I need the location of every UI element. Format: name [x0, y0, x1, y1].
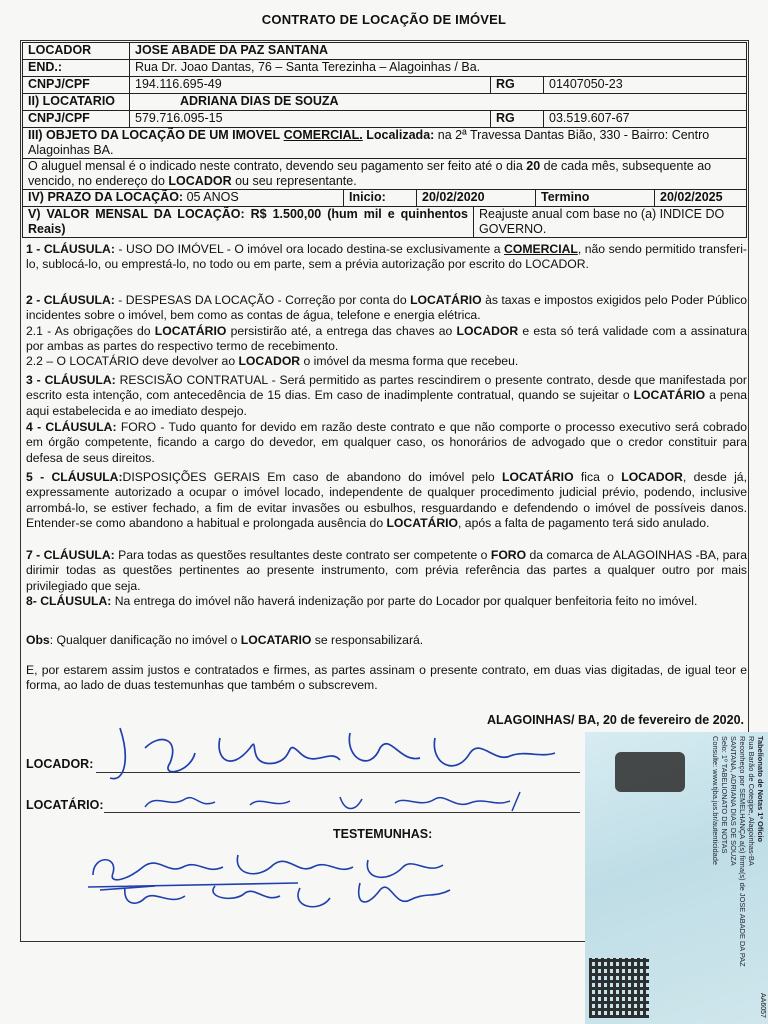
stamp-id: AA6057: [759, 993, 766, 1018]
rg-label: RG: [491, 77, 544, 94]
stamp-line-1: Tabelionato de Notas 1º Ofício: [756, 736, 765, 843]
locatario-row: [23, 94, 747, 111]
clause-7-head: 7 - CLÁUSULA:: [26, 548, 115, 562]
clause-5-text-b: fica o: [580, 470, 614, 484]
clause-7: [26, 548, 747, 609]
clause-3-text-a: RESCISÃO CONTRATUAL - Será permitido as partes rescindirem o presente contrato, desde que manifestada por escrito esta intenção, com antecedência de 15 dias. Em caso de inadimplente contratual, quando se sujeitar o: [26, 373, 747, 403]
notary-stamp: [585, 732, 768, 1024]
contract-header-table: [22, 42, 747, 238]
obs-note: [26, 633, 747, 648]
valor-row: [23, 207, 747, 238]
locatario-sign-label: LOCATÁRIO:: [26, 798, 104, 812]
stamp-line-3: Reconheço por SEMELHANÇA a(s) firma(s) de JOSE ABADE DA PAZ: [738, 736, 747, 967]
clause-5-head: 5 - CLÁUSULA:: [26, 470, 123, 484]
clause-3-text-b: a pena aqui estabelecida e ao imediato despejo.: [26, 388, 748, 418]
clause-1-text-b: , não sendo permitido transferi-lo, sublocá-lo, ou emprestá-lo, no todo ou em parte, sem a prévia autorização por escrito do LOCADOR.: [26, 242, 747, 272]
cnpj-label-2: CNPJ/CPF: [23, 111, 130, 128]
clause-2-text-a: - DESPESAS DA LOCAÇÃO - Correção por conta do: [118, 293, 407, 307]
clause-1: [26, 242, 747, 273]
locador-cpf-row: [23, 77, 747, 94]
obs-head: Obs: [26, 633, 50, 647]
reajuste-text: Reajuste anual com base no (a) INDICE DO GOVERNO.: [479, 207, 725, 236]
clause-5-text-a: DISPOSIÇÕES GERAIS Em caso de abandono do imóvel pelo: [122, 470, 495, 484]
closing-paragraph: E, por estarem assim justos e contratados e firmes, as partes assinam o presente contrato, em duas vias digitadas, de igual teor e forma, ao lado de duas testemunhas que também o subscrevem.: [26, 663, 747, 693]
testemunhas-label: TESTEMUNHAS:: [333, 827, 433, 841]
clause-5-keyword-3: LOCATÁRIO: [386, 515, 459, 530]
clause-5-keyword-1: LOCATÁRIO: [502, 470, 574, 484]
objeto-endereco: na 2ª Travessa Dantas Bião, 330 - Bairro: Centro Alagoinhas BA.: [28, 128, 710, 157]
clause-3-keyword: LOCATÁRIO: [633, 388, 706, 403]
valor-label: V) VALOR MENSAL DA LOCAÇÃO:: [28, 207, 245, 221]
obs-text-a: : Qualquer danificação no imóvel o: [49, 633, 238, 647]
prazo-value: 05 ANOS: [186, 190, 239, 204]
inicio-label: Inicio:: [344, 190, 417, 206]
clause-2-head: 2 - CLÁUSULA:: [26, 293, 115, 307]
cnpj-label: CNPJ/CPF: [23, 77, 130, 94]
objeto-row: [23, 128, 747, 159]
clause-7-keyword: FORO: [490, 548, 527, 562]
notary-seal: [615, 752, 685, 792]
aluguel-text-c: ou seu representante.: [235, 174, 357, 188]
stamp-line-6: Consulte: www.tjba.jus.br/autenticidade: [711, 736, 720, 865]
clause-2-1-text-b: persistirão até, a entrega das chaves ao: [230, 323, 453, 338]
clause-1-head: 1 - CLÁUSULA:: [26, 242, 115, 256]
rg-label-2: RG: [491, 111, 544, 128]
obs-keyword: LOCATARIO: [240, 633, 312, 647]
clause-2-keyword: LOCATÁRIO: [410, 293, 482, 307]
document-title: CONTRATO DE LOCAÇÃO DE IMÓVEL: [261, 12, 507, 27]
clause-2-1-keyword-1: LOCATÁRIO: [154, 323, 227, 338]
clause-2-1-text-a: 2.1 - As obrigações do: [26, 323, 151, 338]
valor-cell: [23, 207, 747, 238]
clause-2-2-keyword: LOCADOR: [238, 354, 301, 369]
clause-2-2-text-a: 2.2 – O LOCATÁRIO deve devolver ao: [26, 354, 236, 369]
locador-sign-label: LOCADOR:: [26, 757, 94, 771]
locador-row: [23, 43, 747, 60]
locatario-signature: [140, 787, 540, 817]
stamp-line-5: Selo: 1º TABELIONATO DE NOTAS: [720, 736, 729, 854]
clause-2-2-text-b: o imóvel da mesma forma que recebeu.: [303, 354, 519, 369]
prazo-label: IV) PRAZO DA LOCAÇÃO:: [28, 190, 184, 204]
locatario-label: II) LOCATARIO: [23, 94, 130, 111]
inicio-value: 20/02/2020: [417, 190, 536, 206]
end-row: [23, 60, 747, 77]
clause-2: [26, 293, 747, 369]
stamp-line-2: Rua Barão de Cotegipe, Alagoinhas-BA: [747, 736, 756, 866]
clause-3: [26, 373, 747, 419]
clause-2-1-text-c: e esta só terá validade com a assinatura por ambas as partes do respectivo termo de recebimento.: [26, 323, 747, 353]
clause-8-text: Na entrega do imóvel não haverá indenização por parte do Locador por qualquer benfeitoria feito no imóvel.: [114, 593, 698, 608]
locatario-name: ADRIANA DIAS DE SOUZA: [130, 94, 747, 111]
witness-2-signature: [95, 878, 455, 918]
locador-label: LOCADOR: [23, 43, 130, 60]
aluguel-text-b: de cada mês, subsequente ao vencido, no endereço do: [28, 159, 712, 188]
aluguel-text-a: O aluguel mensal é o indicado neste contrato, devendo seu pagamento ser feito até o dia: [28, 159, 523, 173]
locatario-cpf: 579.716.095-15: [130, 111, 491, 128]
qr-code: [589, 958, 649, 1018]
clause-1-keyword: COMERCIAL: [504, 242, 578, 256]
clause-5: [26, 470, 747, 531]
aluguel-dia: 20: [526, 159, 541, 173]
aluguel-cell: [23, 159, 747, 190]
aluguel-locador: LOCADOR: [168, 174, 232, 188]
aluguel-row: [23, 159, 747, 190]
clause-1-text-a: - USO DO IMÓVEL - O imóvel ora locado destina-se exclusivamente a: [118, 242, 501, 256]
objeto-cell: [23, 128, 747, 159]
place-date: ALAGOINHAS/ BA, 20 de fevereiro de 2020.: [486, 713, 744, 727]
clause-5-keyword-2: LOCADOR: [621, 470, 683, 484]
clause-4-text: FORO - Tudo quanto for devido em razão deste contrato e que não comporte o processo executivo será cobrado em órgão competente, ficando a cargo do devedor, em qualquer caso, os honorários de advogado que o credor constituir para defesa de seus direitos.: [26, 420, 747, 465]
objeto-localizada: Localizada:: [366, 128, 435, 142]
locador-rg: 01407050-23: [544, 77, 747, 94]
clause-8-head: 8- CLÁUSULA:: [26, 593, 112, 608]
locatario-cpf-row: [23, 111, 747, 128]
clause-7-text-b: da comarca de ALAGOINHAS -BA, para dirimir todas as questões pertinentes ao presente instrumento, com prévia referência das partes a qualquer outro por mais privilegiado que seja.: [26, 548, 747, 593]
obs-text-b: se responsabilizará.: [314, 633, 424, 647]
locador-cpf: 194.116.695-49: [130, 77, 491, 94]
clause-7-text-a: Para todas as questões resultantes deste contrato ser competente o: [118, 548, 488, 562]
notary-stamp-text: [711, 736, 765, 1016]
clause-5-text-d: , após a falta de pagamento terá sido anulado.: [458, 515, 710, 530]
clause-3-head: 3 - CLÁUSULA:: [26, 373, 116, 387]
clause-4: [26, 420, 747, 466]
stamp-line-4: SANTANA, ADRIANA DIAS DE SOUZA: [729, 736, 738, 866]
valor-value: R$ 1.500,00 (hum mil e quinhentos Reais): [28, 207, 468, 236]
clause-5-text-c: , desde já, expressamente autorizado a ocupar o imóvel locado, independente de qualquer procedimento judicial prévio, podendo, inclusive arrombá-lo, se estiver fechado, a fim de evitar invasões ou esbulhos, resguardando e defendendo o imóvel de possíveis danos. Entender-se como abandono a habitual e prolongada ausência do: [26, 470, 747, 530]
objeto-tipo: COMERCIAL.: [283, 128, 363, 142]
clause-2-text-b: às taxas e impostos exigidos pelo Poder Público incidentes sobre o imóvel, bem como as contas de água, telefone e energia elétrica.: [26, 293, 747, 323]
locatario-rg: 03.519.607-67: [544, 111, 747, 128]
termino-label: Termino: [536, 190, 655, 206]
clause-2-1-keyword-2: LOCADOR: [456, 323, 519, 338]
objeto-label: III) OBJETO DA LOCAÇÃO DE UM IMOVEL: [28, 128, 281, 142]
prazo-row: [23, 190, 747, 207]
end-value: Rua Dr. Joao Dantas, 76 – Santa Terezinha – Alagoinhas / Ba.: [130, 60, 747, 77]
prazo-cell: [23, 190, 747, 207]
locador-signature: [100, 718, 560, 788]
clause-4-head: 4 - CLÁUSULA:: [26, 420, 117, 434]
locador-name: JOSE ABADE DA PAZ SANTANA: [130, 43, 747, 60]
end-label: END.:: [23, 60, 130, 77]
termino-value: 20/02/2025: [660, 190, 723, 204]
